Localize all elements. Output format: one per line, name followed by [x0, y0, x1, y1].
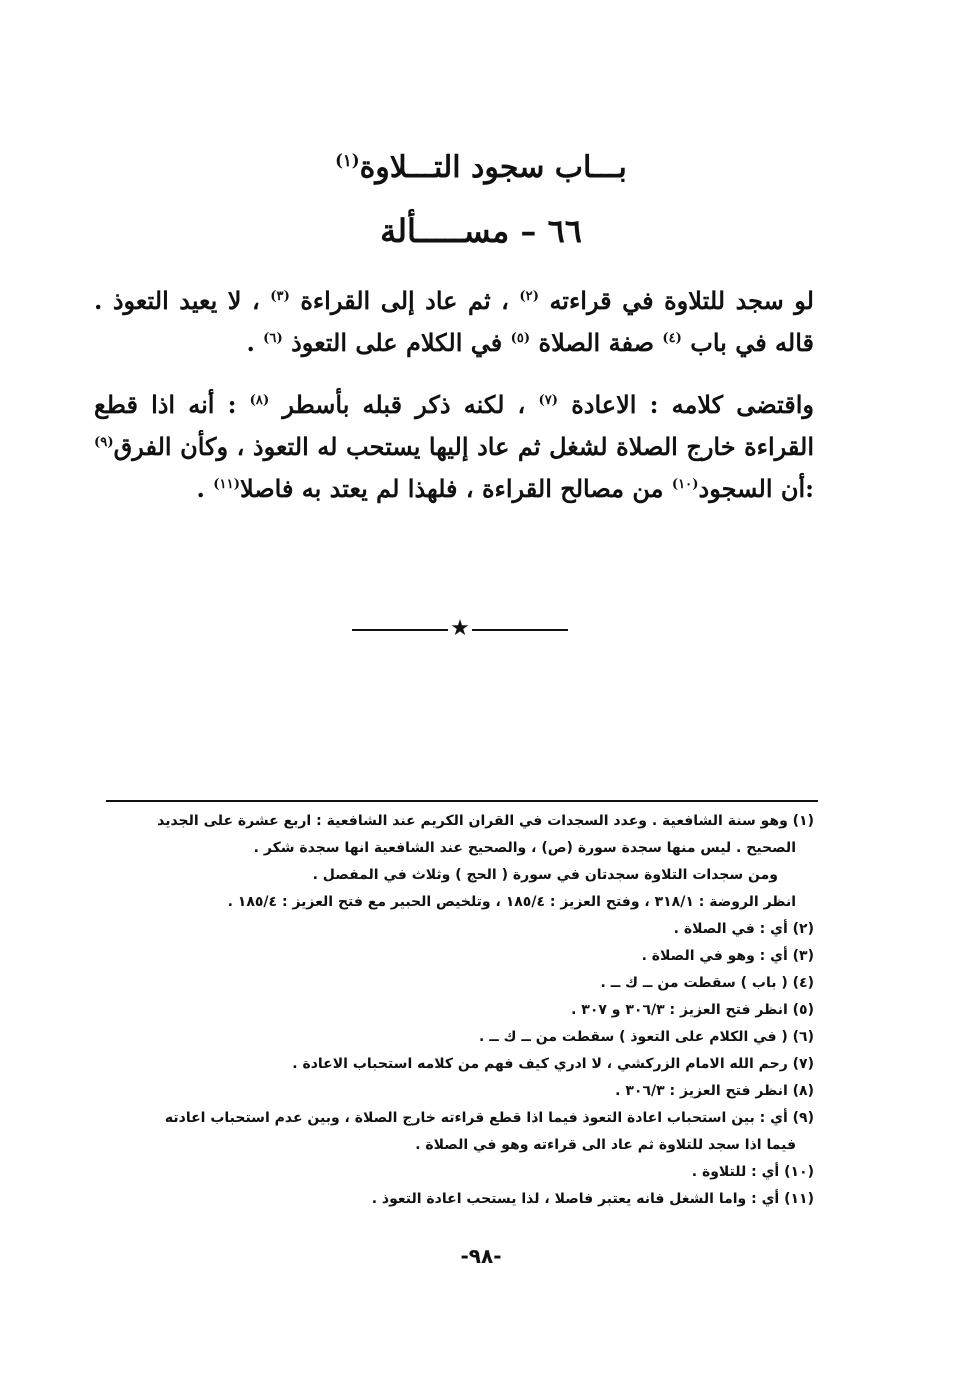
footnote-line: ومن سجدات التلاوة سجدتان في سورة ( الحج ) وثلاث في المفصل . — [312, 867, 778, 883]
footnote-ref[interactable]: (٤) — [662, 331, 682, 346]
paragraph-text: ، لكنه ذكر قبله بأسطر — [269, 390, 539, 419]
separator-line-right — [472, 629, 568, 631]
footnote-ref[interactable]: (١) — [335, 151, 360, 170]
footnote-line: فيما اذا سجد للتلاوة ثم عاد الى قراءته وهو في الصلاة . — [415, 1137, 796, 1153]
footnote-ref[interactable]: (٨) — [249, 393, 270, 408]
chapter-title — [0, 150, 962, 185]
footnote-line: (٥) انظر فتح العزيز : ٣٠٦/٣ و ٣٠٧ . — [571, 1002, 814, 1018]
paragraph-text: واقتضى كلامه : الاعادة — [558, 390, 815, 419]
footnote-ref[interactable]: (٩) — [94, 435, 114, 450]
footnote-divider — [106, 800, 818, 802]
footnote-ref[interactable]: (٧) — [538, 393, 559, 408]
footnote-ref[interactable]: (٣) — [270, 289, 290, 304]
paragraph-1 — [94, 278, 814, 362]
footnote-ref[interactable]: (٢) — [519, 289, 539, 304]
paragraph-text: :أن السجود — [698, 474, 814, 503]
paragraph-text: . — [246, 328, 264, 357]
footnote-ref[interactable]: (٥) — [510, 331, 531, 346]
footnote-ref[interactable]: (١١) — [213, 477, 240, 492]
star-icon: ★ — [450, 616, 470, 641]
footnote-line: انظر الروضة : ٣١٨/١ ، وفتح العزيز : ١٨٥/٤ ، وتلخيص الحبير مع فتح العزيز : ١٨٥/٤ . — [227, 894, 796, 910]
footnote-line: (١) وهو سنة الشافعية . وعدد السجدات في القران الكريم عند الشافعية : اربع عشرة على الجديد — [157, 813, 814, 829]
separator-line-left — [352, 629, 448, 631]
paragraph-text: في الكلام على التعوذ — [282, 328, 511, 357]
issue-heading: ٦٦ – مســـــألة — [380, 212, 582, 250]
paragraph-text: صفة الصلاة — [530, 328, 663, 357]
paragraph-text: ، لا يعيد التعوذ . قاله في باب — [94, 286, 814, 357]
footnote-line: (٤) ( باب ) سقطت من ــ ك ــ . — [600, 975, 814, 991]
chapter-title-text: بـــاب سجود التـــلاوة — [359, 150, 627, 185]
paragraph-2 — [94, 382, 814, 508]
footnote-line: (٩) أي : بين استحباب اعادة التعوذ فيما اذا قطع قراءته خارج الصلاة ، وبين عدم استحباب اعادته — [164, 1110, 814, 1126]
footnote-line: (٦) ( في الكلام على التعوذ ) سقطت من ــ ك ــ . — [479, 1029, 814, 1045]
paragraph-text: : أنه اذا قطع القراءة خارج الصلاة لشغل ثم عاد إليها يستحب له التعوذ ، وكأن الفرق — [94, 390, 814, 461]
footnote-line: (١١) أي : واما الشغل فانه يعتبر فاصلا ، لذا يستحب اعادة التعوذ . — [371, 1191, 814, 1207]
footnote-line: الصحيح . ليس منها سجدة سورة (ص) ، والصحيح عند الشافعية انها سجدة شكر . — [253, 840, 796, 856]
paragraph-text: ، ثم عاد إلى القراءة — [289, 286, 520, 315]
footnote-line: (٢) أي : في الصلاة . — [673, 921, 814, 937]
section-separator — [352, 618, 568, 642]
footnote-ref[interactable]: (٦) — [263, 331, 283, 346]
footnote-line: (٨) انظر فتح العزيز : ٣٠٦/٣ . — [615, 1083, 814, 1099]
paragraph-text: . — [196, 474, 214, 503]
footnote-line: (١٠) أي : للتلاوة . — [691, 1164, 814, 1180]
paragraph-text: من مصالح القراءة ، فلهذا لم يعتد به فاصلا — [239, 474, 672, 503]
page-number: -٩٨- — [460, 1244, 502, 1268]
footnotes — [102, 808, 814, 1213]
footnote-line: (٣) أي : وهو في الصلاة . — [641, 948, 814, 964]
paragraph-text: لو سجد للتلاوة في قراءته — [538, 286, 814, 315]
footnote-line: (٧) رحم الله الامام الزركشي ، لا ادري كيف فهم من كلامه استحباب الاعادة . — [292, 1056, 814, 1072]
footnote-ref[interactable]: (١٠) — [671, 477, 699, 492]
